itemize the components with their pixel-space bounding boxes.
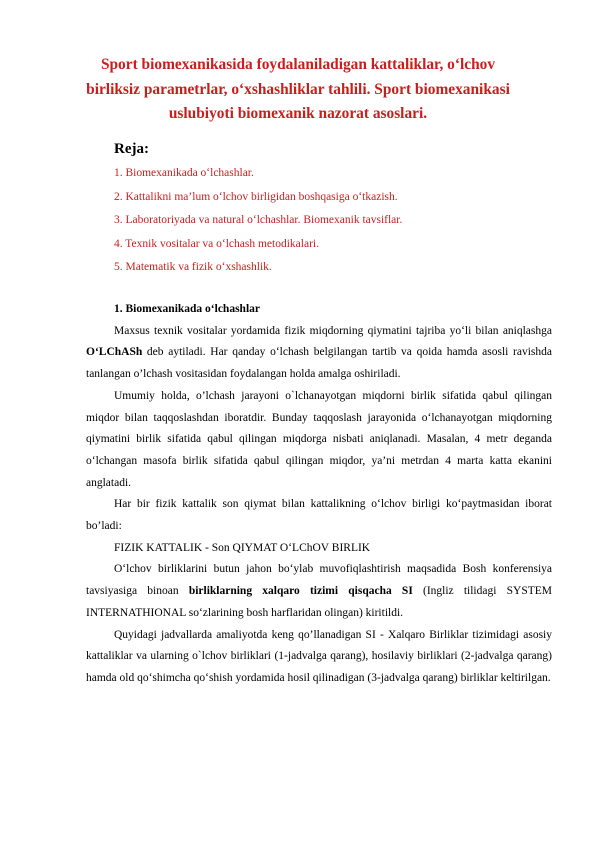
plan-item: 2. Kattalikni ma’lum o‘lchov birligidan boshqasiga o‘tkazish. <box>114 190 398 203</box>
document-title: Sport biomexanikasida foydalaniladigan kattaliklar, o‘lchov birliksiz parametrlar, o‘xshashliklar tahlili. Sport biomexanikasi uslubiyoti biomexanik nazorat asoslari. <box>86 56 510 122</box>
plan-heading: Reja: <box>114 141 149 157</box>
paragraph-si <box>86 559 552 624</box>
paragraph-text: (Ingliz tilidagi SYSTEM INTERNATHIONAL so‘zlarining bosh harflaridan olingan) kiritildi. <box>86 585 553 619</box>
plan-item: 3. Laboratoriyada va natural o‘lchashlar. Biomexanik tavsiflar. <box>114 214 403 226</box>
section-heading: 1. Biomexanikada o‘lchashlar <box>114 303 261 315</box>
paragraph-tables: Quyidagi jadvallarda amaliyotda keng qo’llanadigan SI - Xalqaro Birliklar tizimidagi asosiy kattaliklar va ularning o`lchov birliklari (1-jadvalga qarang), hosilaviy birliklari (2-jadvalga qarang) hamda old qo‘shimcha qo‘shish yordamida hosil qilinadigan (3-jadvalga qarang) birliklar keltirilgan. <box>86 628 552 684</box>
term-bold: O‘LChASh <box>86 346 143 359</box>
paragraph-definition <box>86 321 552 386</box>
document-body <box>86 299 552 690</box>
paragraph-text: deb aytiladi. Har qanday o‘lchash belgilangan tartib va qoida hamda asosli ravishda tanlangan o’lchash vositasidan foydalangan holda amalga oshiriladi. <box>86 346 552 381</box>
plan-item: 4. Texnik vositalar va o‘lchash metodikalari. <box>114 237 319 250</box>
term-bold: birliklarning xalqaro tizimi qisqacha SI <box>188 585 413 598</box>
paragraph-general: Umumiy holda, o’lchash jarayoni o`lchanayotgan miqdorni birlik sifatida qabul qilingan miqdor bilan taqqoslashdan iboratdir. Bunday taqqoslash jarayonida o‘lchanayotgan miqdorning qiymatini birlik sifatida qabul qilingan miqdorga nisbati aniqlanadi. Masalan, 4 metr deganda o‘lchangan masofa birlik sifatida qabul qilingan miqdor, ya’ni metrdan 4 marta katta ekanini anglatadi. <box>86 389 552 489</box>
paragraph-physical-quantity: Har bir fizik kattalik son qiymat bilan kattalikning o‘lchov birligi ko‘paytmasidan iborat bo’ladi: <box>86 498 552 533</box>
plan-item: 5. Matematik va fizik o‘xshashlik. <box>114 261 272 273</box>
formula-line: FIZIK KATTALIK - Son QIYMAT O‘LChOV BIRLIK <box>114 541 371 554</box>
plan-list <box>114 166 402 284</box>
paragraph-text: O‘lchov birliklarini butun jahon bo‘ylab muvofiqlashtirish maqsadida Bosh konferensiya tavsiyasiga binoan <box>86 563 552 598</box>
paragraph-text: Maxsus texnik vositalar yordamida fizik miqdorning qiymatini tajriba yo‘li bilan aniqlashga <box>114 324 552 337</box>
plan-item: 1. Biomexanikada o‘lchashlar. <box>114 167 254 179</box>
